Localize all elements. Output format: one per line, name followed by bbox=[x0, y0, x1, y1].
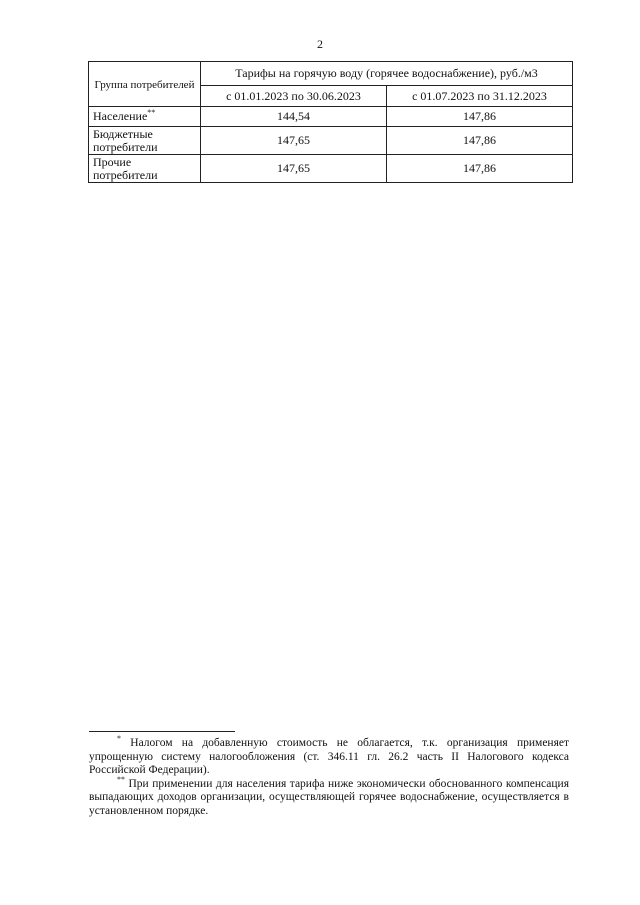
footnote-mark: ** bbox=[117, 774, 125, 784]
row-group-label: Население bbox=[93, 109, 148, 123]
tariff-value-cell: 147,65 bbox=[201, 155, 387, 183]
footnote-separator bbox=[89, 731, 235, 732]
page-number: 2 bbox=[317, 37, 323, 51]
tariff-value-cell: 147,86 bbox=[386, 155, 572, 183]
footnote-text: Налогом на добавленную стоимость не облагается, т.к. организация применяет упрощенную систему налогообложения (ст. 346.11 гл. 26.2 часть II Налогового кодекса Российской Федерации). bbox=[89, 737, 570, 776]
table-row bbox=[89, 127, 573, 155]
footnote-reference: ** bbox=[147, 108, 156, 117]
period-header-2: с 01.07.2023 по 31.12.2023 bbox=[386, 86, 572, 107]
footnote-text: При применении для населения тарифа ниже экономически обоснованного компенсация выпадающих доходов организации, осуществляющей горячее водоснабжение, осуществляется в установленном порядке. bbox=[89, 777, 569, 817]
tariff-value-cell: 144,54 bbox=[201, 107, 387, 127]
footnotes bbox=[89, 734, 570, 818]
tariff-column-header: Тарифы на горячую воду (горячее водоснабжение), руб./м3 bbox=[201, 62, 573, 86]
footnote-1 bbox=[89, 734, 570, 778]
row-group-label: Бюджетные потребители bbox=[89, 127, 201, 155]
row-group-label: Прочие потребители bbox=[89, 155, 201, 183]
table-row bbox=[89, 107, 573, 127]
group-column-header: Группа потребителей bbox=[89, 62, 201, 107]
footnote-2 bbox=[89, 774, 569, 819]
tariff-value-cell: 147,86 bbox=[386, 107, 572, 127]
row-group-cell bbox=[89, 107, 201, 127]
tariff-value-cell: 147,86 bbox=[386, 127, 572, 155]
footnote-mark: * bbox=[117, 734, 121, 744]
period-header-1: с 01.01.2023 по 30.06.2023 bbox=[201, 86, 387, 107]
tariff-value-cell: 147,65 bbox=[201, 127, 387, 155]
table-row bbox=[89, 155, 573, 183]
tariff-table bbox=[88, 61, 573, 183]
